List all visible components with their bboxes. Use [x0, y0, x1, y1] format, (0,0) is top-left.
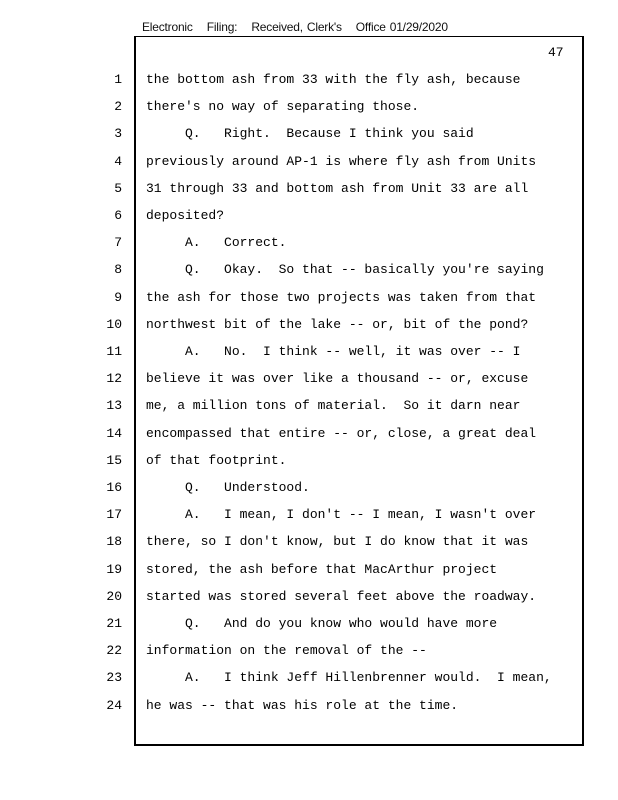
line-number: 12 — [106, 371, 122, 387]
transcript-line: Q. Understood. — [146, 480, 310, 495]
transcript-line: there's no way of separating those. — [146, 99, 420, 115]
transcript-line: A. Correct. — [146, 235, 287, 251]
transcript-line: of that footprint. — [146, 452, 287, 468]
transcript-line: Q. Okay. So that -- basically you're saying — [146, 262, 544, 278]
transcript-line: he was -- that was his role at the time. — [146, 697, 459, 713]
line-number: 2 — [114, 99, 122, 115]
transcript-line: 31 through 33 and bottom ash from Unit 33 are all — [146, 180, 529, 196]
line-number: 9 — [114, 289, 122, 305]
transcript-line: A. I think Jeff Hillenbrenner would. I mean, — [146, 670, 552, 686]
transcript-line: Q. And do you know who would have more — [146, 616, 498, 631]
transcript-line: believe it was over like a thousand -- or, excuse — [146, 371, 529, 387]
transcript-line: there, so I don't know, but I do know that it was — [146, 534, 529, 550]
line-number: 11 — [106, 344, 122, 359]
line-number: 19 — [106, 561, 122, 577]
line-number: 17 — [106, 507, 122, 523]
transcript-line: the ash for those two projects was taken from that — [146, 289, 537, 305]
transcript-line: deposited? — [146, 208, 225, 223]
line-number: 15 — [106, 452, 122, 468]
line-number: 3 — [114, 126, 122, 142]
transcript-line: started was stored several feet above the roadway. — [146, 588, 537, 604]
line-number: 16 — [106, 480, 122, 495]
transcript-line: information on the removal of the -- — [146, 643, 427, 659]
line-number: 18 — [106, 534, 122, 550]
transcript-line: northwest bit of the lake -- or, bit of the pond? — [146, 316, 529, 332]
line-number: 4 — [114, 153, 122, 169]
line-number: 8 — [114, 262, 122, 278]
line-number: 10 — [106, 316, 122, 332]
transcript-line: the bottom ash from 33 with the fly ash, because — [146, 72, 521, 87]
transcript-line: Q. Right. Because I think you said — [146, 126, 474, 142]
line-number: 23 — [106, 670, 122, 686]
transcript-line: me, a million tons of material. So it darn near — [146, 398, 521, 414]
header-filing: Filing: — [206, 20, 238, 34]
transcript-line: A. I mean, I don't -- I mean, I wasn't over — [146, 507, 537, 523]
filing-stamp-header — [142, 20, 462, 34]
header-electronic: Electronic — [142, 20, 193, 34]
line-number: 7 — [114, 235, 122, 251]
line-number: 6 — [114, 208, 122, 223]
header-date: 01/29/2020 — [389, 20, 448, 34]
transcript-line: A. No. I think -- well, it was over -- I — [146, 344, 521, 359]
transcript-line: stored, the ash before that MacArthur project — [146, 561, 498, 577]
transcript-page-frame — [134, 36, 584, 746]
line-number: 21 — [106, 616, 122, 631]
line-number: 20 — [106, 588, 122, 604]
header-office: Office — [355, 20, 386, 34]
line-number: 13 — [106, 398, 122, 414]
transcript-line: encompassed that entire -- or, close, a great deal — [146, 425, 537, 441]
line-number: 1 — [114, 72, 122, 87]
line-number: 14 — [106, 425, 122, 441]
line-number: 24 — [106, 697, 122, 713]
header-clerks: Clerk's — [306, 20, 342, 34]
line-number: 22 — [106, 643, 122, 659]
line-number: 5 — [114, 180, 122, 196]
page-number: 47 — [548, 45, 564, 60]
header-received: Received, — [251, 20, 303, 34]
transcript-line: previously around AP-1 is where fly ash from Units — [146, 153, 537, 169]
